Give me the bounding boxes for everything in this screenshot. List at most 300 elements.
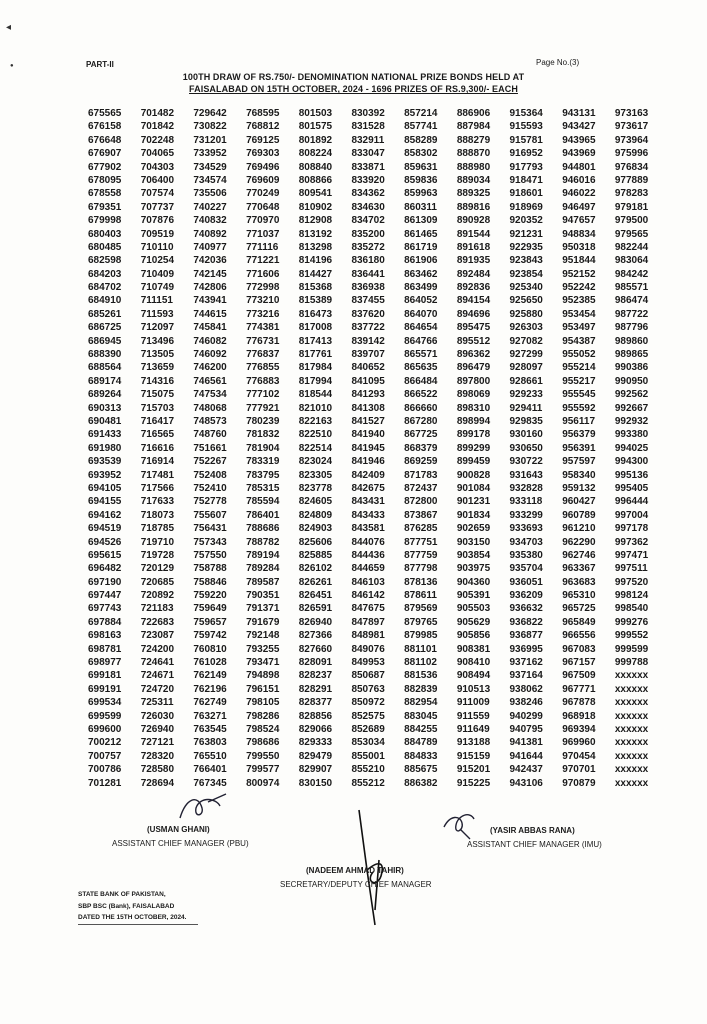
prize-bond-number: 720129 (140, 563, 175, 575)
prize-bond-number: 864052 (404, 295, 438, 307)
prize-bond-number: 853034 (351, 737, 385, 749)
prize-bond-number: xxxxxx (614, 723, 649, 735)
prize-bond-number: 911559 (456, 710, 490, 722)
prize-bond-number: 995136 (614, 469, 649, 481)
prize-bond-number: 757343 (193, 536, 227, 548)
prize-bond-number: 723087 (140, 630, 175, 642)
prize-bond-number: 970454 (562, 750, 596, 762)
prize-bond-number: 997178 (614, 523, 649, 535)
prize-bond-number: 829066 (298, 723, 333, 735)
prize-bond-number: 861906 (404, 255, 438, 267)
prize-bond-number: 935704 (509, 563, 543, 575)
prize-bond-number: 763271 (193, 710, 227, 722)
table-row (88, 469, 668, 482)
prize-bond-number: 841095 (351, 375, 385, 387)
footer-line-bank: STATE BANK OF PAKISTAN, (78, 891, 166, 898)
prize-bond-number: 894154 (456, 295, 491, 307)
prize-bond-number: 908494 (456, 670, 491, 682)
prize-bond-number: 887984 (456, 121, 491, 133)
prize-bond-number: 828856 (298, 710, 333, 722)
prize-bond-number: 743941 (193, 295, 227, 307)
prize-bond-number: 951844 (562, 255, 596, 267)
prize-bond-number: 783795 (246, 469, 280, 481)
table-row (88, 589, 668, 602)
prize-bond-number: 830392 (351, 108, 385, 119)
prize-bond-number: 717566 (140, 482, 175, 494)
prize-bond-number: 773216 (246, 308, 280, 320)
prize-bond-number: 905856 (456, 630, 491, 642)
prize-bond-number: 899178 (456, 429, 491, 441)
prize-bond-number: 865571 (404, 349, 438, 361)
prize-bond-number: 817413 (298, 335, 333, 347)
prize-bond-number: 867725 (404, 429, 438, 441)
prize-bond-number: 810902 (298, 201, 333, 213)
table-row (88, 509, 668, 522)
prize-bond-number: 952152 (562, 268, 596, 280)
prize-bond-number: 963683 (562, 576, 596, 588)
prize-bond-number: 990386 (614, 362, 649, 374)
prize-bond-number: 834362 (351, 188, 385, 200)
prize-bond-number: 751661 (193, 442, 227, 454)
prize-bond-number: 892484 (456, 268, 491, 280)
prize-bond-number: 801892 (298, 134, 333, 146)
prize-bond-number: 888980 (456, 161, 491, 173)
prize-bond-number: 684702 (88, 282, 122, 294)
prize-bond-number: 789587 (246, 576, 280, 588)
prize-bond-number: 934703 (509, 536, 543, 548)
prize-bond-number: 989860 (614, 335, 649, 347)
prize-bond-number: xxxxxx (614, 737, 649, 749)
prize-bond-number: 734574 (193, 174, 227, 186)
prize-bond-number: 832911 (351, 134, 385, 146)
prize-bond-number: 973617 (614, 121, 649, 133)
prize-bond-number: 828291 (298, 683, 333, 695)
prize-bond-number: 744615 (193, 308, 227, 320)
prize-bond-number: 710749 (140, 282, 175, 294)
prize-bond-number: 890928 (456, 215, 491, 227)
prize-bond-number: 967771 (562, 683, 596, 695)
prize-bond-number: 825606 (298, 536, 333, 548)
prize-bond-number: 979181 (614, 201, 649, 213)
prize-bond-number: 710110 (140, 241, 174, 253)
prize-bond-number: 849953 (351, 657, 385, 669)
prize-bond-number: xxxxxx (614, 697, 649, 709)
prize-bond-number: 861465 (404, 228, 438, 240)
prize-bond-number: 836180 (351, 255, 385, 267)
prize-bond-number: 916952 (509, 148, 543, 160)
prize-bond-number: 748760 (193, 429, 227, 441)
signatory-left-title: ASSISTANT CHIEF MANAGER (PBU) (112, 839, 249, 848)
prize-bond-number: 852575 (351, 710, 385, 722)
prize-bond-number: 695615 (88, 549, 122, 561)
prize-bond-number: 717481 (140, 469, 175, 481)
prize-bond-number: 894696 (456, 308, 491, 320)
prize-bond-number: 798286 (246, 710, 280, 722)
prize-bond-number: 889816 (456, 201, 491, 213)
signatory-center-title: SECRETARY/DEPUTY CHIEF MANAGER (280, 880, 432, 889)
prize-bond-number: 953454 (562, 308, 596, 320)
prize-bond-number: 901084 (456, 482, 491, 494)
prize-bond-number: 771221 (246, 255, 280, 267)
prize-bond-number: 902659 (456, 523, 491, 535)
prize-bond-number: 752408 (193, 469, 227, 481)
prize-bond-number: 867280 (404, 415, 438, 427)
prize-bond-number: 898310 (456, 402, 491, 414)
table-row (88, 388, 668, 401)
prize-bond-number: 676158 (88, 121, 122, 133)
prize-bond-number: 724641 (140, 657, 175, 669)
prize-bond-number: 761028 (193, 657, 227, 669)
prize-bond-number: 946016 (562, 174, 596, 186)
table-row (88, 228, 668, 241)
prize-bond-number: 799550 (246, 750, 280, 762)
prize-bond-number: 962290 (562, 536, 596, 548)
prize-bond-number: 826261 (298, 576, 333, 588)
prize-bond-number: 759657 (193, 616, 227, 628)
prize-bond-number: 997520 (614, 576, 649, 588)
prize-bond-number: 931643 (509, 469, 543, 481)
prize-bond-number: 762149 (193, 670, 227, 682)
table-row (88, 308, 668, 321)
prize-bond-number: 936051 (509, 576, 543, 588)
part-label: PART-II (86, 60, 114, 69)
scan-dot: ● (10, 63, 14, 69)
table-row (88, 428, 668, 441)
prize-bond-number: 929233 (509, 389, 543, 401)
prize-bond-number: 836441 (351, 268, 385, 280)
prize-bond-number: 713496 (140, 335, 175, 347)
prize-bond-number: 930160 (509, 429, 543, 441)
prize-bond-number: 962746 (562, 549, 596, 561)
prize-bond-number: 886906 (456, 108, 491, 119)
prize-bond-number: 844659 (351, 563, 385, 575)
table-row (88, 415, 668, 428)
table-row (88, 683, 668, 696)
table-row (88, 602, 668, 615)
prize-bond-number: 996444 (614, 496, 649, 508)
prize-bond-number: 857741 (404, 121, 438, 133)
prize-bond-number: 817008 (298, 322, 333, 334)
prize-bond-number: 879765 (404, 616, 438, 628)
prize-bond-number: 965725 (562, 603, 596, 615)
prize-bond-number: 953497 (562, 322, 596, 334)
prize-bond-number: 936822 (509, 616, 543, 628)
prize-bond-number: 823305 (298, 469, 333, 481)
prize-bond-number: 715075 (140, 389, 175, 401)
prize-bond-number: 825885 (298, 549, 333, 561)
table-row (88, 187, 668, 200)
footer-line-office: SBP BSC (Bank), FAISALABAD (78, 902, 175, 910)
prize-bond-number: 693539 (88, 456, 122, 468)
prize-bond-number: 790351 (246, 590, 280, 602)
prize-bond-number: 818544 (298, 389, 333, 401)
prize-bond-number: 718785 (140, 523, 175, 535)
prize-bond-number: 986474 (614, 295, 649, 307)
prize-bond-number: 920352 (509, 215, 543, 227)
prize-bond-number: 903854 (456, 549, 491, 561)
prize-bond-number: 993380 (614, 429, 649, 441)
prize-bond-number: 699600 (88, 723, 122, 735)
prize-bond-number: 707574 (140, 188, 175, 200)
prize-bond-number: 850687 (351, 670, 385, 682)
prize-bond-number: 699599 (88, 710, 122, 722)
prize-bond-number: 948834 (562, 228, 596, 240)
prize-bond-number: 897800 (456, 375, 491, 387)
prize-bond-number: 826102 (298, 563, 333, 575)
prize-bond-number: 943965 (562, 134, 596, 146)
table-row (88, 562, 668, 575)
prize-bond-number: 798686 (246, 737, 280, 749)
prize-bond-number: 872437 (404, 482, 438, 494)
prize-bond-number: 882839 (404, 683, 438, 695)
prize-bond-number: 704303 (140, 161, 175, 173)
prize-bond-number: 682598 (88, 255, 122, 267)
prize-bond-number: 876285 (404, 523, 438, 535)
prize-bond-number: 785315 (246, 482, 280, 494)
prize-bond-number: 763545 (193, 723, 227, 735)
prize-bond-number: 829479 (298, 750, 333, 762)
prize-bond-number: 910513 (456, 683, 491, 695)
prize-bond-number: 938062 (509, 683, 543, 695)
prize-bond-number: 841945 (351, 442, 385, 454)
table-row (88, 536, 668, 549)
prize-bond-number: 936209 (509, 590, 543, 602)
prize-bond-number: 970879 (562, 777, 596, 789)
prize-bond-number: 740977 (193, 241, 227, 253)
prize-bond-number: 815368 (298, 282, 333, 294)
prize-bond-number: 877751 (404, 536, 438, 548)
prize-bond-number: 881102 (404, 657, 437, 669)
prize-bond-number: 997471 (614, 549, 649, 561)
prize-bond-number: 771037 (246, 228, 280, 240)
prize-bond-number: 840652 (351, 362, 385, 374)
prize-bond-number: 691433 (88, 429, 122, 441)
prize-bond-number: 780239 (246, 415, 280, 427)
prize-bond-number: 936995 (509, 643, 543, 655)
table-row (88, 750, 668, 763)
prize-bond-number: 699181 (88, 670, 122, 682)
prize-bond-number: 891618 (456, 241, 491, 253)
prize-bond-number: 841946 (351, 456, 385, 468)
prize-bond-number: 955592 (562, 402, 596, 414)
prize-bond-number: xxxxxx (614, 710, 649, 722)
prize-bond-number: 812908 (298, 215, 333, 227)
prize-bond-number: 813192 (298, 228, 333, 240)
prize-bond-number: 915201 (456, 764, 491, 776)
prize-bond-number: 859963 (404, 188, 438, 200)
prize-bond-number: 794898 (246, 670, 280, 682)
prize-bond-number: 965310 (562, 590, 596, 602)
prize-bond-number: 698977 (88, 657, 122, 669)
prize-bond-number: 896479 (456, 362, 491, 374)
prize-bond-number: 698781 (88, 643, 122, 655)
prize-bond-number: 984242 (614, 268, 649, 280)
prize-bond-number: 772998 (246, 282, 280, 294)
prize-bond-number: 860311 (404, 201, 437, 213)
prize-bond-number: 826940 (298, 616, 333, 628)
prize-bond-number: 899459 (456, 456, 491, 468)
prize-bond-number: 707737 (140, 201, 175, 213)
signature-nadeem-ahmad-tahir (345, 800, 405, 930)
prize-bond-number: 926303 (509, 322, 543, 334)
prize-bond-number: 982244 (614, 241, 649, 253)
prize-bond-number: 822510 (298, 429, 333, 441)
prize-bond-number: 721183 (140, 603, 174, 615)
signature-yasir-abbas-rana (440, 805, 500, 845)
prize-bond-number: 699534 (88, 697, 122, 709)
prize-bond-number: 882954 (404, 697, 438, 709)
prize-bond-number: 689264 (88, 389, 122, 401)
prize-bond-number: 686725 (88, 322, 122, 334)
prize-bond-number: 895512 (456, 335, 491, 347)
prize-bond-number: 726030 (140, 710, 175, 722)
prize-bond-number: 841308 (351, 402, 385, 414)
table-row (88, 348, 668, 361)
prize-bond-number: 841527 (351, 415, 385, 427)
prize-bond-number: 834702 (351, 215, 385, 227)
prize-bond-number: 858289 (404, 134, 438, 146)
prize-bond-number: 892836 (456, 282, 491, 294)
prize-bond-number: 942437 (509, 764, 543, 776)
prize-bond-number: 929835 (509, 415, 543, 427)
prize-bond-number: 688564 (88, 362, 122, 374)
prize-bond-number: 872800 (404, 496, 438, 508)
prize-bond-number: 716417 (140, 415, 175, 427)
prize-bond-number: 756431 (193, 523, 227, 535)
prize-bond-number: 950318 (562, 241, 596, 253)
prize-bond-number: 716914 (140, 456, 175, 468)
prize-bond-number: 817761 (298, 349, 333, 361)
prize-bond-number: 760810 (193, 643, 227, 655)
prize-bond-number: 911009 (456, 697, 490, 709)
issuer-footer (78, 889, 198, 925)
prize-bond-number: 999599 (614, 643, 649, 655)
prize-bond-number: 700757 (88, 750, 122, 762)
prize-bond-number: 829333 (298, 737, 333, 749)
prize-bond-number: 746561 (193, 375, 227, 387)
prize-bond-number: 740892 (193, 228, 227, 240)
prize-bond-number: 979565 (614, 228, 649, 240)
prize-bond-number: 781904 (246, 442, 280, 454)
prize-bond-number: 901231 (456, 496, 491, 508)
signatory-right-name: (YASIR ABBAS RANA) (490, 826, 575, 835)
prize-bond-number: 702248 (140, 134, 175, 146)
prize-bond-number: 752410 (193, 482, 227, 494)
prize-bond-number: 908381 (456, 643, 491, 655)
prize-bond-number: 834630 (351, 201, 385, 213)
prize-bond-number: 965849 (562, 616, 596, 628)
prize-bond-number: 871783 (404, 469, 438, 481)
prize-bond-number: 985571 (614, 282, 649, 294)
prize-bond-number: 908410 (456, 657, 491, 669)
prize-bond-number: 770648 (246, 201, 280, 213)
prize-bond-number: 799577 (246, 764, 280, 776)
prize-bond-number: 734529 (193, 161, 227, 173)
prize-bond-number: 998540 (614, 603, 649, 615)
prize-bond-number: 837455 (351, 295, 385, 307)
prize-bond-number: 861719 (404, 241, 438, 253)
prize-bond-number: 766401 (193, 764, 227, 776)
prize-bond-number: 896362 (456, 349, 491, 361)
prize-bond-number: 841293 (351, 389, 385, 401)
table-row (88, 576, 668, 589)
prize-bond-number: 773210 (246, 295, 280, 307)
prize-bond-number: 770249 (246, 188, 280, 200)
prize-bond-number: 793255 (246, 643, 280, 655)
prize-bond-number: 961210 (562, 523, 596, 535)
prize-bond-number: 943427 (562, 121, 596, 133)
prize-bond-number: 998124 (614, 590, 649, 602)
prize-bond-number: 783319 (246, 456, 280, 468)
prize-bond-number: 748573 (193, 415, 227, 427)
prize-bond-number: 821010 (298, 402, 333, 414)
prize-bond-number: 877798 (404, 563, 438, 575)
prize-bond-number: 864654 (404, 322, 438, 334)
draw-subtitle: FAISALABAD ON 15TH OCTOBER, 2024 - 1696 PRIZES OF RS.9,300/- EACH (189, 84, 518, 94)
prize-bond-number: 933299 (509, 509, 543, 521)
prize-bond-number: 852689 (351, 723, 385, 735)
prize-bond-number: 847897 (351, 616, 385, 628)
prize-bond-number: 895475 (456, 322, 491, 334)
prize-bond-number: 915593 (509, 121, 543, 133)
prize-bond-number: 937162 (509, 657, 543, 669)
prize-bond-number: 814196 (298, 255, 333, 267)
prize-bond-number: 903975 (456, 563, 491, 575)
prize-bond-number: 765510 (193, 750, 227, 762)
prize-bond-number: 843433 (351, 509, 385, 521)
prize-bond-number: 830150 (298, 777, 333, 789)
prize-bond-number: 850972 (351, 697, 385, 709)
prize-bond-number: 935380 (509, 549, 543, 561)
prize-bond-number: xxxxxx (614, 750, 649, 762)
prize-bond-number: 928097 (509, 362, 543, 374)
prize-bond-number: 937164 (509, 670, 543, 682)
prize-bond-number: 735506 (193, 188, 227, 200)
table-row (88, 214, 668, 227)
table-row (88, 161, 668, 174)
table-row (88, 696, 668, 709)
prize-bond-number: 944801 (562, 161, 596, 173)
prize-bond-number: 684203 (88, 268, 122, 280)
prize-bond-number: 891544 (456, 228, 491, 240)
prize-bond-number: 923854 (509, 268, 543, 280)
prize-bond-number: 717633 (140, 496, 175, 508)
prize-bond-number: 940299 (509, 710, 543, 722)
prize-bond-number: 831528 (351, 121, 385, 133)
table-row (88, 120, 668, 133)
prize-bond-number: 712097 (140, 322, 175, 334)
prize-bond-number: 679351 (88, 201, 122, 213)
table-row (88, 268, 668, 281)
prize-bond-number: 777102 (246, 389, 280, 401)
prize-bond-number: 711151 (140, 295, 173, 307)
prize-bond-number: 752267 (193, 456, 227, 468)
table-row (88, 522, 668, 535)
table-row (88, 549, 668, 562)
prize-bond-number: 713505 (140, 349, 175, 361)
table-row (88, 442, 668, 455)
prize-bond-number: 768812 (246, 121, 280, 133)
prize-bond-number: 724671 (140, 670, 175, 682)
prize-bond-number: 789284 (246, 563, 280, 575)
prize-bond-number: 918969 (509, 201, 543, 213)
prize-bond-number: 891935 (456, 255, 491, 267)
prize-bond-number: 774381 (246, 322, 280, 334)
prize-bond-number: 936632 (509, 603, 543, 615)
prize-bond-number: 709519 (140, 228, 175, 240)
signatory-center-name: (NADEEM AHMAD TAHIR) (306, 866, 404, 875)
prize-bond-number: 769125 (246, 134, 280, 146)
